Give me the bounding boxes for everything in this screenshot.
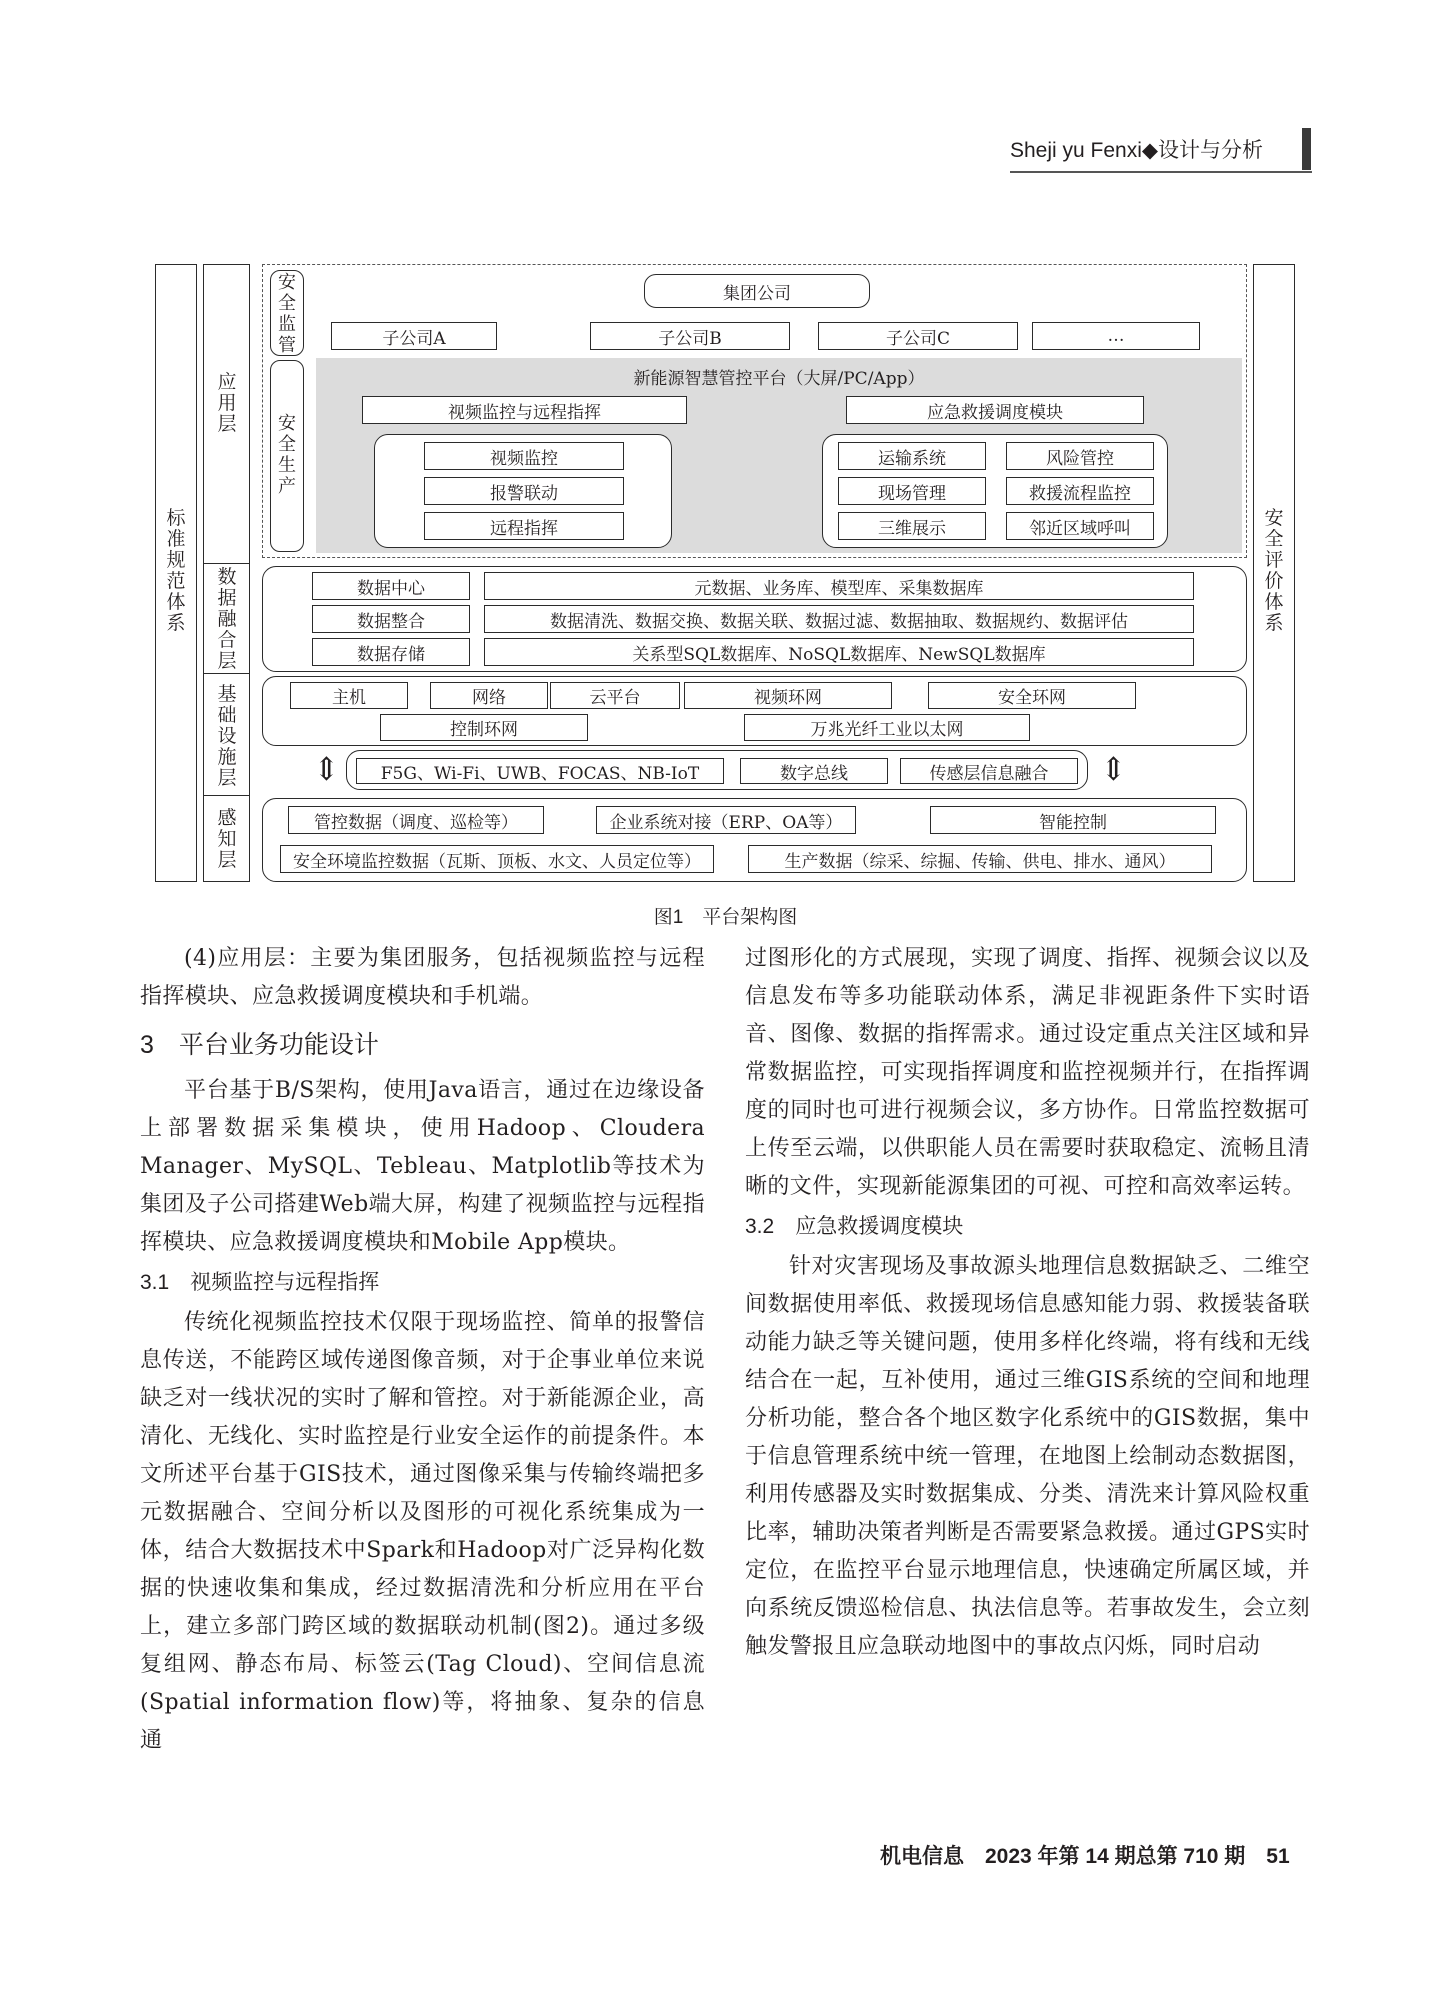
right-column xyxy=(745,940,1310,1666)
sense-production-data: 生产数据（综采、综掘、传输、供电、排水、通风） xyxy=(748,845,1212,873)
left-standard-label: 标准规范体系 xyxy=(166,507,186,634)
data-center-box: 数据中心 xyxy=(312,572,470,600)
infra-ethernet: 万兆光纤工业以太网 xyxy=(744,714,1030,741)
infra-host: 主机 xyxy=(290,682,408,709)
emergency-module-box: 应急救援调度模块 xyxy=(846,396,1144,424)
infra-video-ring: 视频环网 xyxy=(684,682,892,709)
safety-monitor-label: 安全监管 xyxy=(278,272,296,356)
infra-control-ring: 控制环网 xyxy=(380,714,588,741)
video-item-alarm: 报警联动 xyxy=(424,477,624,505)
paragraph: 针对灾害现场及事故源头地理信息数据缺乏、二维空间数据使用率低、救援现场信息感知能力弱、救援装备联动能力缺乏等关键问题，使用多样化终端，将有线和无线结合在一起，互补使用，通过三维GIS系统的空间和地理分析功能，整合各个地区数字化系统中的GIS数据，集中于信息管理系统中统一管理，在地图上绘制动态数据图，利用传感器及实时数据集成、分类、清洗来计算风险权重比率，辅助决策者判断是否需要紧急救援。通过GPS实时定位，在监控平台显示地理信息，快速确定所属区域，并向系统反馈巡检信息、执法信息等。若事故发生，会立刻触发警报且应急联动地图中的事故点闪烁，同时启动 xyxy=(745,1254,1310,1659)
sense-enterprise-integration: 企业系统对接（ERP、OA等） xyxy=(596,806,856,834)
infra-network: 网络 xyxy=(430,682,548,709)
video-item-monitor: 视频监控 xyxy=(424,442,624,470)
data-storage-desc: 关系型SQL数据库、NoSQL数据库、NewSQL数据库 xyxy=(484,638,1194,666)
paragraph: 传统化视频监控技术仅限于现场监控、简单的报警信息传送，不能跨区域传递图像音频，对于企事业单位来说缺乏对一线状况的实时了解和管控。对于新能源企业，高清化、无线化、实时监控是行业安全运作的前提条件。本文所述平台基于GIS技术，通过图像采集与传输终端把多元数据融合、空间分析以及图形的可视化系统集成为一体，结合大数据技术中Spark和Hadoop对广泛异构化数据的快速收集和集成，经过数据清洗和分析应用在平台上，建立多部门跨区域的数据联动机制(图2)。通过多级复组网、静态布局、标签云(Tag Cloud)、空间信息流(Spatial information flow)等，将抽象、复杂的信息通 xyxy=(140,1310,705,1753)
transport-sensor-fusion: 传感层信息融合 xyxy=(900,758,1078,784)
updown-arrow-left-icon: ⇕ xyxy=(313,750,340,788)
layer-label-fusion: 数据融合层 xyxy=(217,566,237,672)
sense-smart-control: 智能控制 xyxy=(930,806,1216,834)
infra-safety-ring: 安全环网 xyxy=(928,682,1136,709)
header-rule xyxy=(1010,171,1312,173)
sense-control-data: 管控数据（调度、巡检等） xyxy=(288,806,544,834)
right-evaluation-label: 安全评价体系 xyxy=(1264,507,1284,634)
video-item-command: 远程指挥 xyxy=(424,512,624,540)
subsidiary-b-box: 子公司B xyxy=(590,322,790,350)
header-bar xyxy=(1302,128,1311,170)
emergency-item-risk: 风险管控 xyxy=(1006,442,1154,470)
section-heading: 3 平台业务功能设计 xyxy=(140,1031,379,1059)
platform-title: 新能源智慧管控平台（大屏/PC/App） xyxy=(633,369,925,389)
data-center-desc: 元数据、业务库、模型库、采集数据库 xyxy=(484,572,1194,600)
emergency-item-nearby-call: 邻近区域呼叫 xyxy=(1006,512,1154,540)
left-column xyxy=(140,940,705,1760)
figure-caption: 图1 平台架构图 xyxy=(653,907,798,928)
layer-label-infra: 基础设施层 xyxy=(217,683,237,789)
subsidiary-more-box: … xyxy=(1032,322,1200,350)
layer-label-app: 应用层 xyxy=(217,371,237,435)
page-footer: 机电信息 2023 年第 14 期总第 710 期 51 xyxy=(880,1845,1290,1868)
paragraph: 平台基于B/S架构，使用Java语言，通过在边缘设备上部署数据采集模块，使用Hadoop、Cloudera Manager、MySQL、Tebleau、Matplotlib等技术为集团及子公司搭建Web端大屏，构建了视频监控与远程指挥模块、应急救援调度模块和Mobile App模块。 xyxy=(140,1078,705,1255)
data-integration-desc: 数据清洗、数据交换、数据关联、数据过滤、数据抽取、数据规约、数据评估 xyxy=(484,605,1194,633)
emergency-item-rescue-flow: 救援流程监控 xyxy=(1006,477,1154,505)
transport-wireless: F5G、Wi-Fi、UWB、FOCAS、NB-IoT xyxy=(356,758,724,784)
emergency-item-site: 现场管理 xyxy=(838,477,986,505)
sense-safety-env-data: 安全环境监控数据（瓦斯、顶板、水文、人员定位等） xyxy=(280,845,714,873)
paragraph: 过图形化的方式展现，实现了调度、指挥、视频会议以及信息发布等多功能联动体系，满足非视距条件下实时语音、图像、数据的指挥需求。通过设定重点关注区域和异常数据监控，可实现指挥调度和监控视频并行，在指挥调度的同时也可进行视频会议，多方协作。日常监控数据可上传至云端，以供职能人员在需要时获取稳定、流畅且清晰的文件，实现新能源集团的可视、可控和高效率运转。 xyxy=(745,946,1310,1199)
safety-production-label: 安全生产 xyxy=(278,413,296,497)
video-module-box: 视频监控与远程指挥 xyxy=(362,396,687,424)
subsection-heading: 3.1 视频监控与远程指挥 xyxy=(140,1271,380,1294)
emergency-item-3d: 三维展示 xyxy=(838,512,986,540)
data-storage-box: 数据存储 xyxy=(312,638,470,666)
running-header: Sheji yu Fenxi◆设计与分析 xyxy=(1010,139,1264,162)
infra-cloud: 云平台 xyxy=(550,682,680,709)
group-company-box: 集团公司 xyxy=(644,274,870,308)
subsidiary-a-box: 子公司A xyxy=(331,322,497,350)
transport-digital-bus: 数字总线 xyxy=(740,758,888,784)
layer-label-sense: 感知层 xyxy=(217,807,237,871)
paragraph: (4)应用层：主要为集团服务，包括视频监控与远程指挥模块、应急救援调度模块和手机端。 xyxy=(140,946,705,1009)
data-integration-box: 数据整合 xyxy=(312,605,470,633)
subsidiary-c-box: 子公司C xyxy=(818,322,1018,350)
updown-arrow-right-icon: ⇕ xyxy=(1100,750,1127,788)
subsection-heading: 3.2 应急救援调度模块 xyxy=(745,1215,964,1238)
emergency-item-transport: 运输系统 xyxy=(838,442,986,470)
